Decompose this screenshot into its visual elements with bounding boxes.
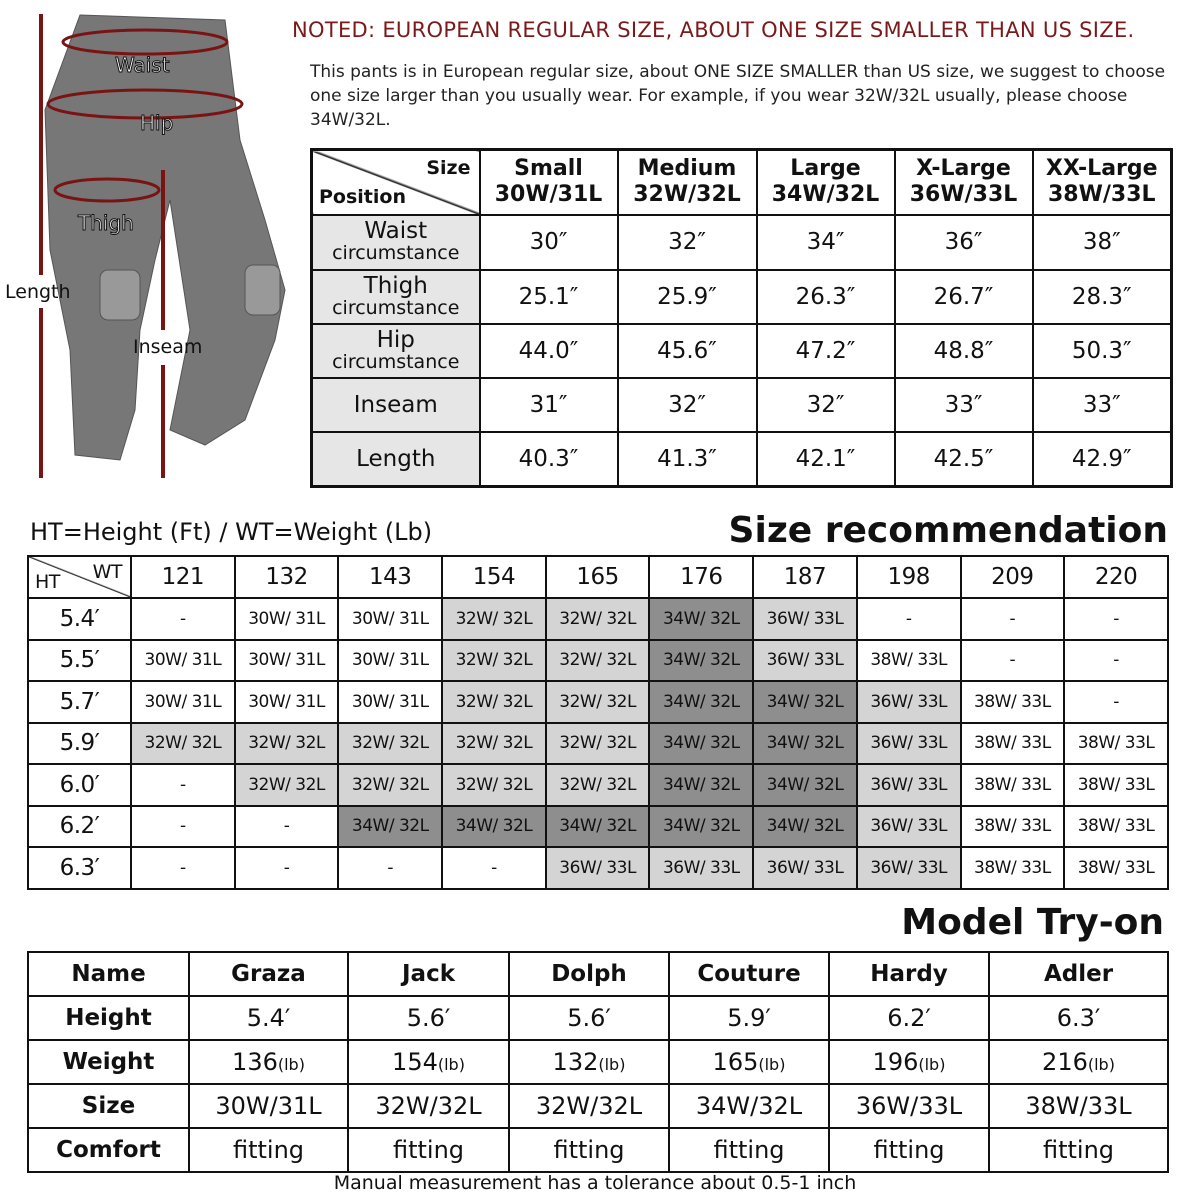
recommended-size-cell: 32W/ 32L	[235, 764, 339, 806]
recommended-size-cell: 38W/ 33L	[961, 806, 1065, 848]
measurement-cell: 42.1″	[757, 432, 895, 487]
inseam-label: Inseam	[133, 336, 203, 358]
model-value: 136	[232, 1048, 278, 1076]
model-value-cell	[509, 996, 669, 1040]
size-position-corner	[312, 150, 480, 215]
position-label	[312, 215, 480, 270]
position-name: Inseam	[353, 391, 438, 418]
waist-label: Waist	[115, 53, 170, 77]
tolerance-note: Manual measurement has a tolerance about 0.5-1 inch	[333, 1172, 857, 1194]
model-row-label: Height	[28, 996, 189, 1040]
size-code: 36W/33L	[909, 182, 1018, 208]
size-name: XX-Large	[1045, 156, 1158, 182]
recommended-size-cell: 36W/ 33L	[857, 764, 961, 806]
hip-label: Hip	[140, 111, 174, 135]
measurement-cell: 36″	[895, 215, 1033, 270]
measurement-cell: 40.3″	[480, 432, 618, 487]
recommended-size-cell: 32W/ 32L	[442, 723, 546, 765]
position-sub: circumstance	[332, 350, 460, 373]
ht-wt-legend: HT=Height (Ft) / WT=Weight (Lb)	[30, 518, 433, 546]
recommended-size-cell: 30W/ 31L	[131, 681, 235, 723]
recommended-size-cell: 38W/ 33L	[1064, 723, 1168, 765]
recommended-size-cell: 36W/ 33L	[546, 847, 650, 889]
recommended-size-cell: 32W/ 32L	[235, 723, 339, 765]
model-value: 38W/33L	[1025, 1092, 1132, 1120]
position-label	[312, 324, 480, 378]
recommended-size-cell: 32W/ 32L	[546, 723, 650, 765]
model-value-cell	[669, 1128, 829, 1172]
size-row	[312, 270, 1172, 324]
model-value-cell	[189, 1128, 348, 1172]
model-value: 5.6′	[567, 1004, 611, 1032]
size-row	[312, 215, 1172, 270]
height-row	[28, 640, 1168, 682]
recommended-size-cell: -	[338, 847, 442, 889]
size-column-header	[480, 150, 618, 215]
height-row	[28, 847, 1168, 889]
model-tryon-title: Model Try-on	[901, 902, 1164, 943]
size-column-header	[895, 150, 1033, 215]
recommended-size-cell: -	[442, 847, 546, 889]
model-name: Hardy	[829, 952, 989, 996]
weight-unit: (lb)	[437, 1055, 465, 1074]
measurement-cell: 41.3″	[618, 432, 757, 487]
model-row-label: Weight	[28, 1040, 189, 1084]
model-value-cell	[989, 1128, 1168, 1172]
model-value: fitting	[392, 1136, 465, 1164]
recommended-size-cell: 36W/ 33L	[857, 681, 961, 723]
recommended-size-cell: 32W/ 32L	[442, 640, 546, 682]
recommended-size-cell: 34W/ 32L	[649, 723, 753, 765]
recommended-size-cell: 30W/ 31L	[235, 598, 339, 640]
position-name: Thigh	[363, 272, 428, 299]
recommended-size-cell: 30W/ 31L	[338, 640, 442, 682]
measurement-cell: 44.0″	[480, 324, 618, 378]
weight-header: 176	[649, 556, 753, 598]
recommended-size-cell: 32W/ 32L	[442, 598, 546, 640]
recommended-size-cell: -	[131, 806, 235, 848]
size-code: 34W/32L	[771, 182, 880, 208]
height-label: 5.4′	[28, 598, 131, 640]
recommended-size-cell: 38W/ 33L	[961, 681, 1065, 723]
model-value-cell	[669, 1084, 829, 1128]
model-row	[28, 996, 1168, 1040]
recommended-size-cell: -	[857, 598, 961, 640]
recommended-size-cell: 36W/ 33L	[857, 806, 961, 848]
recommended-size-cell: 34W/ 32L	[649, 681, 753, 723]
model-name: Jack	[348, 952, 509, 996]
recommended-size-cell: -	[961, 598, 1065, 640]
weight-header: 220	[1064, 556, 1168, 598]
measurement-cell: 33″	[895, 378, 1033, 432]
model-value: fitting	[553, 1136, 625, 1164]
height-label: 5.7′	[28, 681, 131, 723]
measurement-cell: 48.8″	[895, 324, 1033, 378]
model-name: Couture	[669, 952, 829, 996]
height-row	[28, 681, 1168, 723]
model-value: fitting	[713, 1136, 785, 1164]
recommended-size-cell: 30W/ 31L	[338, 598, 442, 640]
recommended-size-cell: 34W/ 32L	[649, 764, 753, 806]
model-value-cell	[669, 1040, 829, 1084]
measurement-cell: 33″	[1033, 378, 1172, 432]
weight-header: 143	[338, 556, 442, 598]
model-value: 132	[552, 1048, 599, 1076]
model-value-cell	[348, 1128, 509, 1172]
model-value: fitting	[232, 1136, 305, 1164]
size-column-header	[618, 150, 757, 215]
height-label: 5.5′	[28, 640, 131, 682]
recommended-size-cell: 38W/ 33L	[1064, 806, 1168, 848]
thigh-label: Thigh	[78, 211, 134, 235]
model-value: 5.9′	[727, 1004, 771, 1032]
size-row	[312, 432, 1172, 487]
model-name: Graza	[189, 952, 348, 996]
size-column-header	[1033, 150, 1172, 215]
recommended-size-cell: 30W/ 31L	[235, 640, 339, 682]
weight-header-row	[28, 556, 1168, 598]
corner-wt-label: WT	[92, 561, 122, 583]
recommended-size-cell: 34W/ 32L	[338, 806, 442, 848]
measurement-cell: 34″	[757, 215, 895, 270]
measurement-cell: 50.3″	[1033, 324, 1172, 378]
size-row	[312, 324, 1172, 378]
weight-unit: (lb)	[1087, 1055, 1115, 1074]
model-row	[28, 1040, 1168, 1084]
model-value: 165	[712, 1048, 759, 1076]
recommended-size-cell: 38W/ 33L	[961, 847, 1065, 889]
model-value-cell	[829, 1040, 989, 1084]
size-header-row	[312, 150, 1172, 215]
recommended-size-cell: 32W/ 32L	[546, 764, 650, 806]
measurement-cell: 32″	[757, 378, 895, 432]
model-value: 5.4′	[246, 1004, 291, 1032]
recommended-size-cell: 36W/ 33L	[857, 723, 961, 765]
recommended-size-cell: -	[961, 640, 1065, 682]
recommended-size-cell: 38W/ 33L	[961, 764, 1065, 806]
model-value-cell	[509, 1128, 669, 1172]
recommended-size-cell: 36W/ 33L	[857, 847, 961, 889]
recommended-size-cell: 38W/ 33L	[1064, 764, 1168, 806]
position-name: Length	[356, 445, 436, 472]
model-value-cell	[989, 996, 1168, 1040]
corner-size-label: Size	[426, 157, 471, 179]
measurement-cell: 32″	[618, 378, 757, 432]
weight-unit: (lb)	[918, 1055, 946, 1074]
recommended-size-cell: 36W/ 33L	[649, 847, 753, 889]
model-row	[28, 1084, 1168, 1128]
weight-unit: (lb)	[277, 1055, 305, 1074]
size-row	[312, 378, 1172, 432]
corner-ht-label: HT	[35, 571, 60, 593]
model-value: 154	[392, 1048, 438, 1076]
model-value-cell	[509, 1084, 669, 1128]
model-value-cell	[189, 1084, 348, 1128]
model-name: Adler	[989, 952, 1168, 996]
recommended-size-cell: 32W/ 32L	[442, 681, 546, 723]
model-value: 196	[872, 1048, 919, 1076]
height-label: 5.9′	[28, 723, 131, 765]
measurement-cell: 42.5″	[895, 432, 1033, 487]
recommended-size-cell: 30W/ 31L	[131, 640, 235, 682]
model-value: 36W/33L	[855, 1092, 963, 1120]
height-row	[28, 598, 1168, 640]
model-row	[28, 1128, 1168, 1172]
model-value-cell	[829, 1084, 989, 1128]
position-label	[312, 378, 480, 432]
model-value-cell	[509, 1040, 669, 1084]
position-name: Hip	[376, 326, 415, 353]
recommended-size-cell: 34W/ 32L	[442, 806, 546, 848]
model-row-label: Comfort	[28, 1128, 189, 1172]
model-value-cell	[989, 1084, 1168, 1128]
recommended-size-cell: 34W/ 32L	[753, 764, 857, 806]
recommended-size-cell: -	[235, 806, 339, 848]
model-value: 34W/32L	[695, 1092, 803, 1120]
model-value-cell	[189, 996, 348, 1040]
measurement-cell: 38″	[1033, 215, 1172, 270]
ht-wt-corner	[28, 556, 131, 598]
recommended-size-cell: 38W/ 33L	[1064, 847, 1168, 889]
model-value: 30W/31L	[215, 1092, 322, 1120]
size-name: Large	[790, 156, 861, 182]
size-notice: NOTED: EUROPEAN REGULAR SIZE, ABOUT ONE SIZE SMALLER THAN US SIZE.	[292, 18, 1135, 42]
recommended-size-cell: 34W/ 32L	[649, 806, 753, 848]
model-value-cell	[348, 1084, 509, 1128]
recommended-size-cell: -	[131, 764, 235, 806]
recommended-size-cell: 34W/ 32L	[753, 681, 857, 723]
recommended-size-cell: -	[1064, 640, 1168, 682]
recommended-size-cell: -	[131, 598, 235, 640]
corner-position-label: Position	[319, 185, 406, 208]
recommended-size-cell: 34W/ 32L	[753, 723, 857, 765]
model-value-cell	[348, 996, 509, 1040]
recommended-size-cell: 36W/ 33L	[753, 598, 857, 640]
position-sub: circumstance	[332, 242, 460, 264]
position-name: Waist	[364, 218, 428, 244]
model-value: 32W/32L	[535, 1092, 643, 1120]
weight-unit: (lb)	[758, 1055, 786, 1074]
recommended-size-cell: 32W/ 32L	[338, 723, 442, 765]
model-value-cell	[669, 996, 829, 1040]
model-tryon-table	[27, 951, 1169, 1173]
size-code: 32W/32L	[633, 182, 741, 208]
size-chart-table	[310, 148, 1173, 488]
recommended-size-cell: 38W/ 33L	[961, 723, 1065, 765]
recommended-size-cell: 30W/ 31L	[338, 681, 442, 723]
model-value-cell	[189, 1040, 348, 1084]
model-value-cell	[348, 1040, 509, 1084]
measurement-cell: 26.3″	[757, 270, 895, 324]
recommended-size-cell: -	[1064, 681, 1168, 723]
recommended-size-cell: 36W/ 33L	[753, 640, 857, 682]
recommended-size-cell: 32W/ 32L	[546, 681, 650, 723]
measurement-cell: 47.2″	[757, 324, 895, 378]
weight-header: 187	[753, 556, 857, 598]
model-value: 32W/32L	[375, 1092, 482, 1120]
weight-header: 165	[546, 556, 650, 598]
recommended-size-cell: 32W/ 32L	[131, 723, 235, 765]
weight-header: 198	[857, 556, 961, 598]
weight-unit: (lb)	[598, 1055, 626, 1074]
height-label: 6.3′	[28, 847, 131, 889]
height-label: 6.0′	[28, 764, 131, 806]
model-value: fitting	[1042, 1136, 1115, 1164]
size-recommendation-table	[27, 555, 1169, 890]
recommended-size-cell: 32W/ 32L	[338, 764, 442, 806]
recommended-size-cell: 34W/ 32L	[546, 806, 650, 848]
recommended-size-cell: 34W/ 32L	[753, 806, 857, 848]
length-label: Length	[5, 281, 71, 303]
recommended-size-cell: 30W/ 31L	[235, 681, 339, 723]
model-value: 6.2′	[887, 1004, 931, 1032]
model-value-cell	[829, 996, 989, 1040]
size-name: Medium	[637, 156, 737, 182]
size-code: 30W/31L	[494, 182, 603, 208]
weight-header: 209	[961, 556, 1065, 598]
measurement-cell: 31″	[480, 378, 618, 432]
model-header-row	[28, 952, 1168, 996]
model-value: fitting	[873, 1136, 945, 1164]
size-name: Small	[514, 156, 583, 182]
size-code: 38W/33L	[1047, 182, 1156, 208]
recommended-size-cell: 34W/ 32L	[649, 598, 753, 640]
model-value: 5.6′	[406, 1004, 451, 1032]
name-header: Name	[28, 952, 189, 996]
measurement-cell: 25.1″	[480, 270, 618, 324]
size-name: X-Large	[916, 156, 1011, 182]
measurement-cell: 42.9″	[1033, 432, 1172, 487]
recommended-size-cell: -	[235, 847, 339, 889]
size-intro-text: This pants is in European regular size, about ONE SIZE SMALLER than US size, we suggest to choose one size larger than you usually wear. For example, if you wear 32W/32L usually, please choose 34W/32L.	[310, 62, 1166, 130]
size-recommendation-title: Size recommendation	[728, 510, 1168, 551]
position-sub: circumstance	[332, 296, 460, 319]
measurement-cell: 25.9″	[618, 270, 757, 324]
height-row	[28, 723, 1168, 765]
model-value: 216	[1042, 1048, 1088, 1076]
size-column-header	[757, 150, 895, 215]
recommended-size-cell: 38W/ 33L	[857, 640, 961, 682]
measurement-cell: 30″	[480, 215, 618, 270]
pants-measurement-diagram	[0, 0, 300, 480]
model-value-cell	[989, 1040, 1168, 1084]
measurement-cell: 28.3″	[1033, 270, 1172, 324]
model-name: Dolph	[509, 952, 669, 996]
measurement-cell: 26.7″	[895, 270, 1033, 324]
model-row-label: Size	[28, 1084, 189, 1128]
recommended-size-cell: 32W/ 32L	[442, 764, 546, 806]
position-label	[312, 432, 480, 487]
measurement-cell: 32″	[618, 215, 757, 270]
height-label: 6.2′	[28, 806, 131, 848]
recommended-size-cell: -	[131, 847, 235, 889]
recommended-size-cell: 34W/ 32L	[649, 640, 753, 682]
measurement-cell: 45.6″	[618, 324, 757, 378]
recommended-size-cell: 36W/ 33L	[753, 847, 857, 889]
recommended-size-cell: 32W/ 32L	[546, 640, 650, 682]
model-value-cell	[829, 1128, 989, 1172]
position-label	[312, 270, 480, 324]
height-row	[28, 806, 1168, 848]
recommended-size-cell: -	[1064, 598, 1168, 640]
model-value: 6.3′	[1056, 1004, 1101, 1032]
weight-header: 132	[235, 556, 339, 598]
recommended-size-cell: 32W/ 32L	[546, 598, 650, 640]
weight-header: 154	[442, 556, 546, 598]
height-row	[28, 764, 1168, 806]
weight-header: 121	[131, 556, 235, 598]
